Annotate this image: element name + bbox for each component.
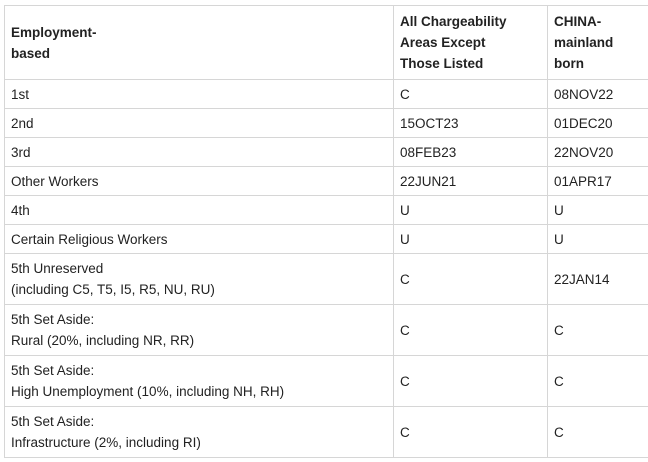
header-line: born xyxy=(554,56,584,71)
category-line: 5th Set Aside: xyxy=(11,363,95,378)
china-cell: C xyxy=(548,356,648,407)
header-line: mainland xyxy=(554,35,614,50)
china-cell: 08NOV22 xyxy=(548,80,648,109)
all-areas-cell: C xyxy=(394,305,548,356)
table-row xyxy=(5,80,648,109)
category-line: 5th Set Aside: xyxy=(11,414,95,429)
category-cell: 4th xyxy=(5,196,394,225)
category-line: (including C5, T5, I5, R5, NU, RU) xyxy=(11,282,215,297)
table-row xyxy=(5,305,648,356)
header-line: Areas Except xyxy=(400,35,486,50)
table-header-row xyxy=(5,6,648,80)
china-cell: U xyxy=(548,225,648,254)
table-row xyxy=(5,407,648,458)
category-cell: 2nd xyxy=(5,109,394,138)
header-line: based xyxy=(11,45,51,61)
table-row xyxy=(5,138,648,167)
table-row xyxy=(5,167,648,196)
visa-bulletin-table xyxy=(4,5,648,458)
china-cell: 01APR17 xyxy=(548,167,648,196)
category-line: Rural (20%, including NR, RR) xyxy=(11,333,195,348)
category-cell xyxy=(5,254,394,305)
header-line: CHINA- xyxy=(554,14,602,29)
all-areas-cell: C xyxy=(394,254,548,305)
all-areas-cell: C xyxy=(394,407,548,458)
all-areas-cell: C xyxy=(394,356,548,407)
header-all-chargeability-areas xyxy=(394,6,548,80)
header-line: All Chargeability xyxy=(400,14,507,29)
category-cell: Other Workers xyxy=(5,167,394,196)
table-row xyxy=(5,254,648,305)
china-cell: C xyxy=(548,305,648,356)
table-row xyxy=(5,356,648,407)
category-cell: 3rd xyxy=(5,138,394,167)
china-cell: C xyxy=(548,407,648,458)
category-cell: 1st xyxy=(5,80,394,109)
header-line: Employment- xyxy=(11,24,97,40)
china-cell: 22JAN14 xyxy=(548,254,648,305)
category-line: 5th Set Aside: xyxy=(11,312,95,327)
all-areas-cell: 08FEB23 xyxy=(394,138,548,167)
header-line: Those Listed xyxy=(400,56,484,71)
header-employment-based xyxy=(5,6,394,80)
table-row xyxy=(5,109,648,138)
table-row xyxy=(5,196,648,225)
category-line: 5th Unreserved xyxy=(11,261,104,276)
category-line: Infrastructure (2%, including RI) xyxy=(11,435,201,450)
all-areas-cell: 15OCT23 xyxy=(394,109,548,138)
table-row xyxy=(5,225,648,254)
category-line: High Unemployment (10%, including NH, RH) xyxy=(11,384,285,399)
category-cell xyxy=(5,407,394,458)
china-cell: 01DEC20 xyxy=(548,109,648,138)
category-cell xyxy=(5,305,394,356)
all-areas-cell: U xyxy=(394,196,548,225)
header-china-mainland-born xyxy=(548,6,648,80)
category-cell xyxy=(5,356,394,407)
all-areas-cell: U xyxy=(394,225,548,254)
china-cell: 22NOV20 xyxy=(548,138,648,167)
all-areas-cell: 22JUN21 xyxy=(394,167,548,196)
all-areas-cell: C xyxy=(394,80,548,109)
china-cell: U xyxy=(548,196,648,225)
category-cell: Certain Religious Workers xyxy=(5,225,394,254)
